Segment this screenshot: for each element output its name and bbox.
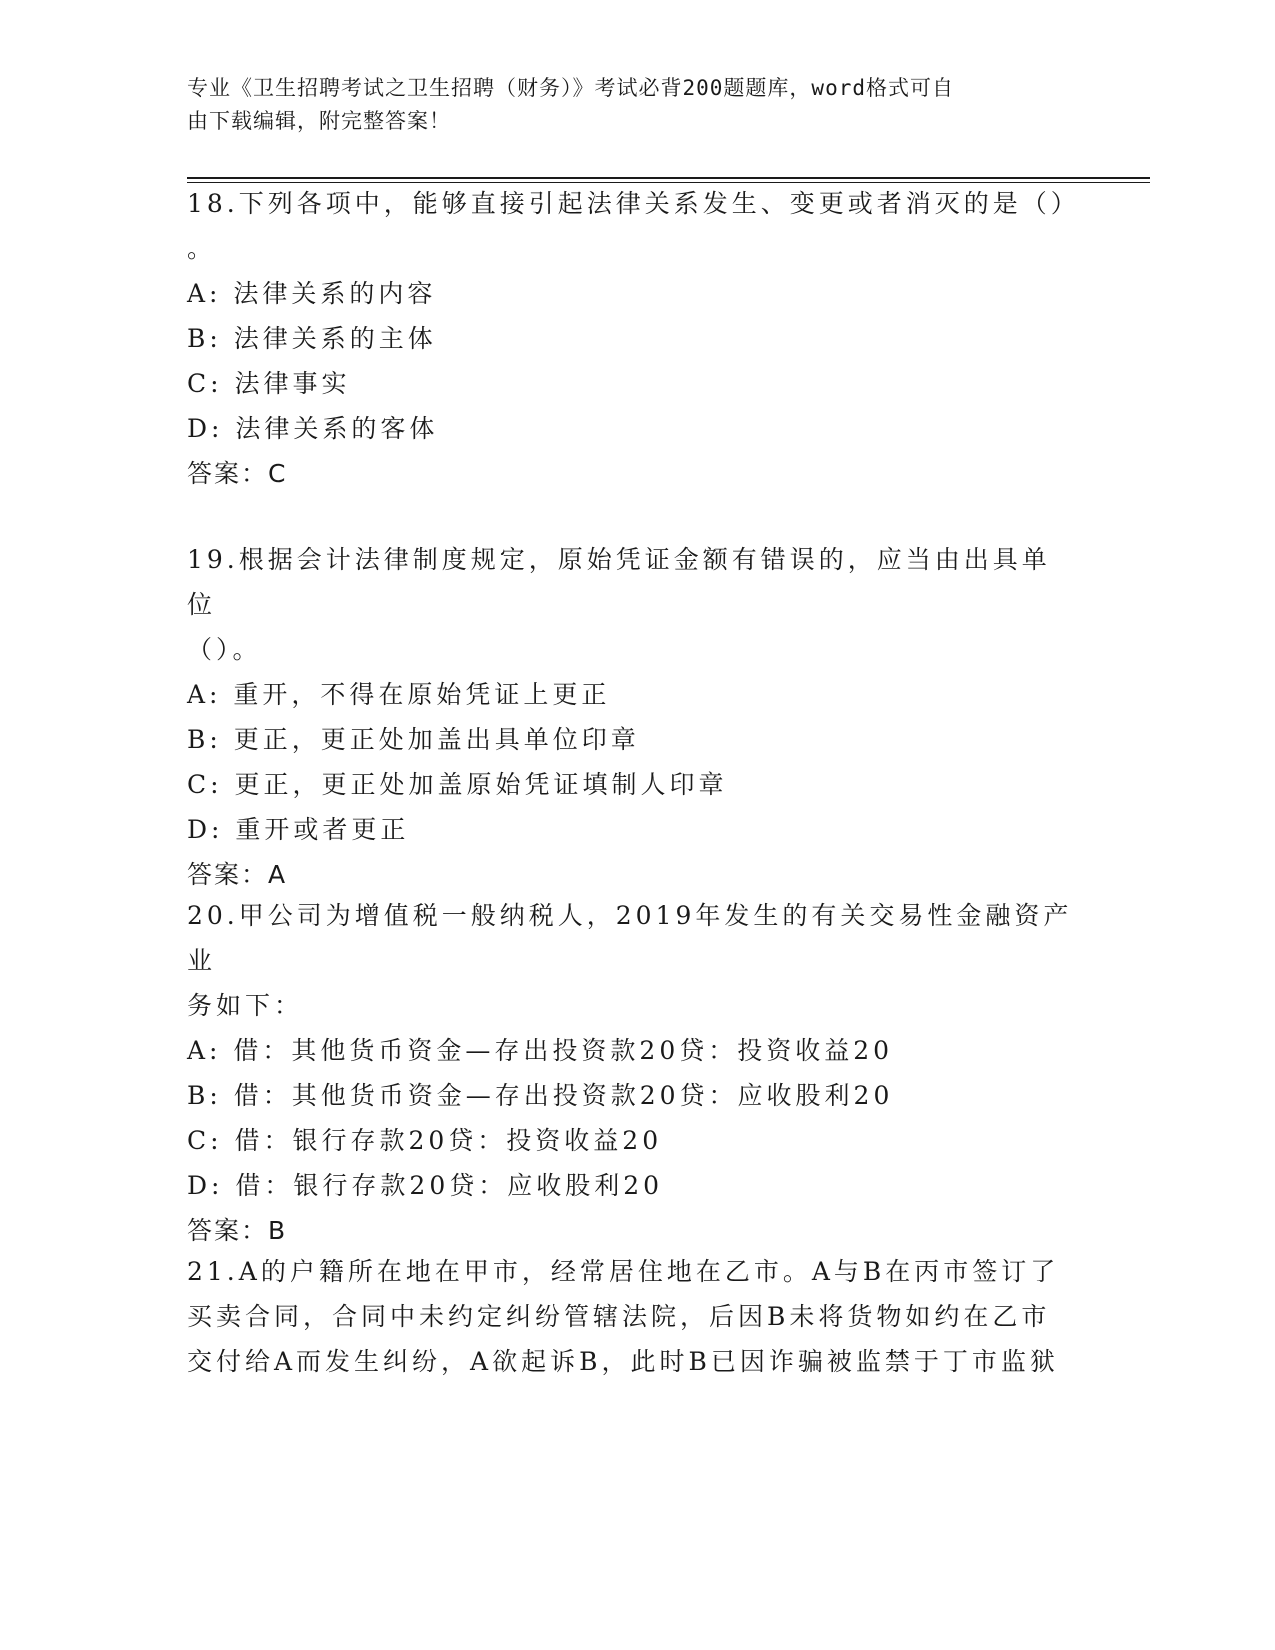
question-stem-cont: 买卖合同，合同中未约定纠纷管辖法院，后因B未将货物如约在乙市 xyxy=(187,1302,1051,1331)
header-line-1: 专业《卫生招聘考试之卫生招聘（财务）》考试必背200题题库，word格式可自 xyxy=(187,76,954,100)
header-divider-thick xyxy=(187,177,1150,179)
option-a: A: 借：其他货币资金—存出投资款20贷：投资收益20 xyxy=(187,1036,894,1065)
option-b: B: 法律关系的主体 xyxy=(187,324,437,353)
option-b: B: 更正，更正处加盖出具单位印章 xyxy=(187,725,640,754)
option-c: C: 更正，更正处加盖原始凭证填制人印章 xyxy=(187,770,728,799)
question-19 xyxy=(187,537,1077,897)
option-a: A: 法律关系的内容 xyxy=(187,279,437,308)
question-stem: 21.A的户籍所在地在甲市，经常居住地在乙市。A与B在丙市签订了 xyxy=(187,1257,1060,1286)
option-b: B: 借：其他货币资金—存出投资款20贷：应收股利20 xyxy=(187,1081,894,1110)
question-stem: 20.甲公司为增值税一般纳税人，2019年发生的有关交易性金融资产业 xyxy=(187,901,1073,975)
answer: 答案：C xyxy=(187,459,288,488)
question-stem-cont: 务如下： xyxy=(187,991,304,1020)
question-stem-cont: （）。 xyxy=(187,635,262,664)
answer: 答案：A xyxy=(187,860,288,889)
header-line-2: 由下载编辑，附完整答案！ xyxy=(187,109,451,133)
question-stem: 19.根据会计法律制度规定，原始凭证金额有错误的，应当由出具单位 xyxy=(187,545,1051,619)
option-d: D: 法律关系的客体 xyxy=(187,414,439,443)
question-20 xyxy=(187,893,1077,1253)
option-a: A: 重开，不得在原始凭证上更正 xyxy=(187,680,611,709)
question-stem-cont: 交付给A而发生纠纷，A欲起诉B，此时B已因诈骗被监禁于丁市监狱 xyxy=(187,1347,1059,1376)
option-d: D: 借：银行存款20贷：应收股利20 xyxy=(187,1171,664,1200)
answer: 答案：B xyxy=(187,1216,288,1245)
option-d: D: 重开或者更正 xyxy=(187,815,410,844)
question-stem-cont: 。 xyxy=(187,234,217,263)
question-stem: 18.下列各项中，能够直接引起法律关系发生、变更或者消灭的是（） xyxy=(187,189,1080,218)
document-header xyxy=(187,72,1067,138)
option-c: C: 借：银行存款20贷：投资收益20 xyxy=(187,1126,663,1155)
question-21 xyxy=(187,1249,1077,1384)
option-c: C: 法律事实 xyxy=(187,369,351,398)
question-18 xyxy=(187,181,1080,496)
